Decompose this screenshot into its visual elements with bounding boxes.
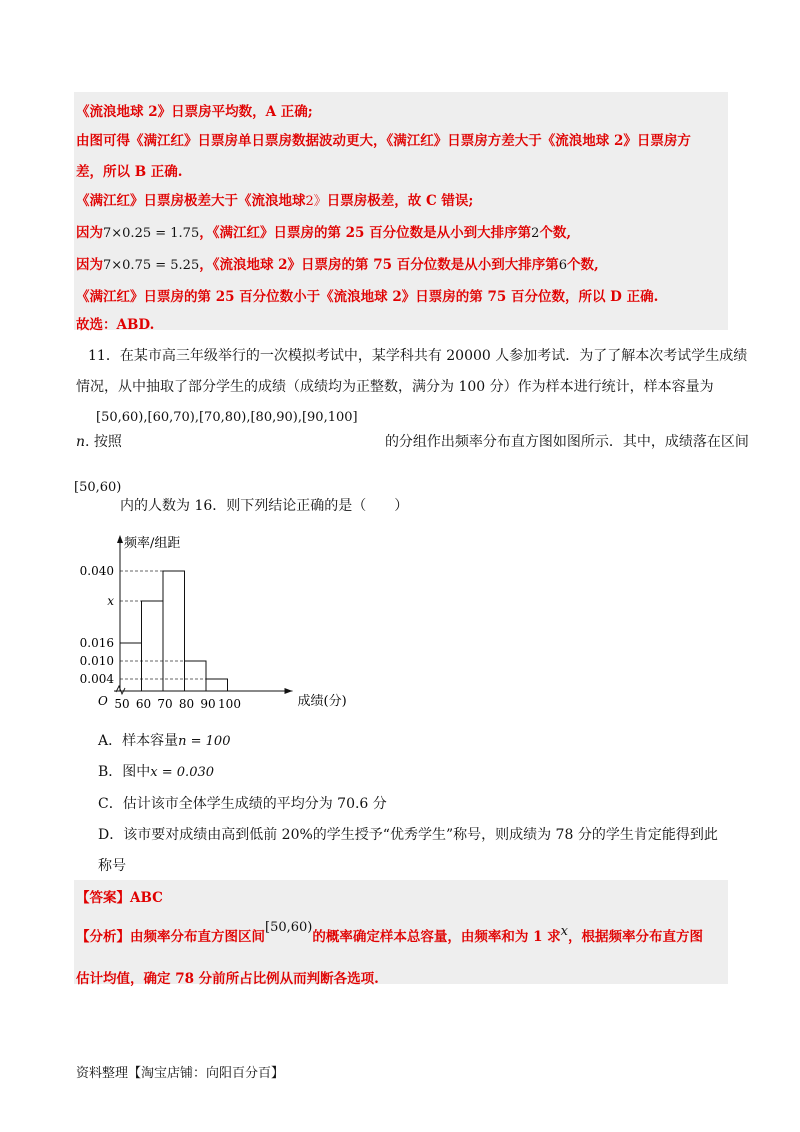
solution-line-6c: 个数, xyxy=(567,257,599,273)
x-axis-title: 成绩(分) xyxy=(297,694,347,709)
x-tick-label-5: 100 xyxy=(218,697,241,711)
question-n: n xyxy=(76,434,86,450)
solution-line-8: 故选：ABD. xyxy=(76,317,155,333)
y-axis-title: 频率/组距 xyxy=(124,536,181,551)
analysis-interval: [50,60) xyxy=(265,920,313,935)
option-b-text: B．图中 xyxy=(98,764,151,780)
y-tick-label-2: 0.016 xyxy=(79,636,114,650)
option-a-math: n = 100 xyxy=(178,734,231,749)
solution-line-6 xyxy=(76,253,599,273)
analysis-text-a: 【分析】由频率分布直方图区间 xyxy=(76,929,265,945)
answer-label: 【答案】ABC xyxy=(76,890,163,906)
analysis-line-1 xyxy=(76,920,704,945)
origin-label: O xyxy=(98,694,108,708)
y-tick-label-0: 0.040 xyxy=(79,564,114,578)
solution-line-1: 《流浪地球 2》日票房平均数，A 正确; xyxy=(76,104,313,120)
footer-source: 资料整理【淘宝店铺：向阳百分百】 xyxy=(76,1066,285,1081)
solution-line-6b: ，《流浪地球 2》日票房的第 75 百分位数是从小到大排序第 xyxy=(199,257,559,273)
question-line-4: 内的人数为 16．则下列结论正确的是（ ） xyxy=(120,498,409,514)
x-tick-label-0: 50 xyxy=(114,697,130,711)
bar-3 xyxy=(185,661,207,691)
solution-line-5-num: 2 xyxy=(531,226,540,241)
solution-line-4 xyxy=(76,189,473,209)
question-line-2: 情况，从中抽取了部分学生的成绩（成绩均为正整数，满分为 100 分）作为样本进行统计，样本容量为 xyxy=(76,379,714,395)
bar-1 xyxy=(142,601,164,691)
y-tick-label-1: x xyxy=(107,594,114,608)
question-by: . 按照 xyxy=(85,434,122,450)
solution-line-3: 差，所以 B 正确. xyxy=(76,164,183,180)
option-b xyxy=(98,761,214,781)
bar-2 xyxy=(163,571,185,691)
solution-line-4b: 2》 xyxy=(305,194,327,209)
solution-line-4c: 日票房极差，故 C 错误; xyxy=(326,193,474,209)
option-c: C．估计该市全体学生成绩的平均分为 70.6 分 xyxy=(98,796,387,812)
bar-4 xyxy=(206,679,228,691)
bar-0 xyxy=(120,643,142,691)
solution-line-7: 《满江红》日票房的第 25 百分位数小于《流浪地球 2》日票房的第 75 百分位数，所以 D 正确. xyxy=(76,289,659,305)
y-axis-arrow xyxy=(117,535,123,543)
question-interval-0: [50,60) xyxy=(74,480,122,495)
solution-line-6-num: 6 xyxy=(558,258,568,273)
solution-line-5c: 个数, xyxy=(539,225,572,241)
solution-line-4a: 《满江红》日票房极差大于《流浪地球 xyxy=(76,193,306,209)
option-a xyxy=(98,730,230,750)
option-a-text: A．样本容量 xyxy=(98,733,179,749)
option-b-math: x = 0.030 xyxy=(150,765,215,780)
x-tick-label-2: 70 xyxy=(157,697,173,711)
question-line-3 xyxy=(76,431,749,451)
histogram-group xyxy=(80,535,347,711)
y-tick-label-4: 0.004 xyxy=(79,672,114,686)
y-tick-label-3: 0.010 xyxy=(79,654,114,668)
solution-line-6-math: 7×0.75 = 5.25 xyxy=(103,258,200,273)
question-line-1: 11．在某市高三年级举行的一次模拟考试中，某学科共有 20000 人参加考试．为了了解本次考试学生成绩 xyxy=(88,348,748,364)
analysis-x: x xyxy=(560,924,569,939)
solution-line-5 xyxy=(76,221,571,241)
x-tick-label-4: 90 xyxy=(200,697,216,711)
analysis-text-c: ，根据频率分布直方图 xyxy=(568,929,704,945)
analysis-text-b: 的概率确定样本总容量，由频率和为 1 求 xyxy=(312,929,561,945)
solution-line-6a: 因为 xyxy=(76,257,103,273)
question-intervals: [50,60),[60,70),[70,80),[80,90),[90,100] xyxy=(96,410,358,425)
x-tick-label-1: 60 xyxy=(135,697,152,711)
solution-line-5b: ，《满江红》日票房的第 25 百分位数是从小到大排序第 xyxy=(199,225,532,241)
solution-line-5-math: 7×0.25 = 1.75 xyxy=(103,226,200,241)
x-tick-label-3: 80 xyxy=(178,697,195,711)
option-d-line-1: D．该市要对成绩由高到低前 20%的学生授予“优秀学生”称号，则成绩为 78 分的学生肯定能得到此 xyxy=(98,827,718,843)
x-axis-arrow xyxy=(285,688,293,694)
solution-line-2: 由图可得《满江红》日票房单日票房数据波动更大，《满江红》日票房方差大于《流浪地球 2》日票房方 xyxy=(76,133,691,149)
question-line-3b: 的分组作出频率分布直方图如图所示．其中，成绩落在区间 xyxy=(384,434,749,450)
option-d-line-2: 称号 xyxy=(98,858,126,874)
frequency-histogram xyxy=(60,525,360,725)
solution-line-5a: 因为 xyxy=(76,225,103,241)
analysis-line-2: 估计均值，确定 78 分前所占比例从而判断各选项. xyxy=(76,971,379,987)
